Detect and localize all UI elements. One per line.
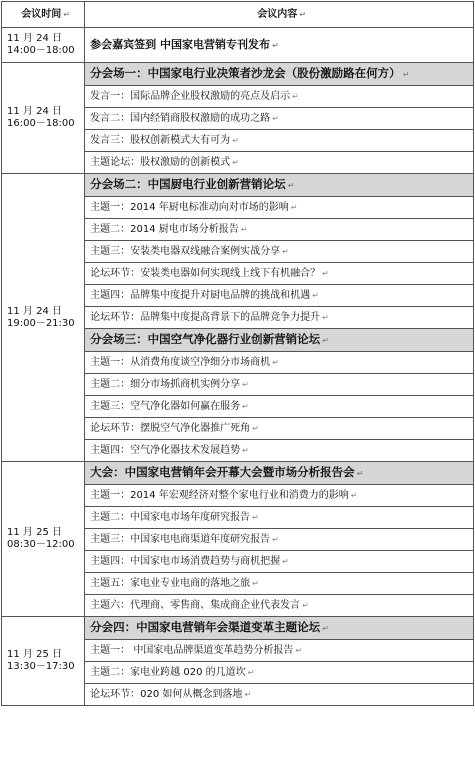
agenda-text: 分会四：中国家电营销年会渠道变革主题论坛 — [90, 620, 321, 634]
agenda-text: 主题二：中国家电市场年度研究报告 — [90, 511, 251, 523]
agenda-text: 主题六：代理商、零售商、集成商企业代表发言 — [90, 599, 301, 611]
agenda-text: 主题一： 中国家电品牌渠道变革趋势分析报告 — [90, 644, 294, 656]
paragraph-mark-icon: ↵ — [252, 512, 259, 522]
paragraph-mark-icon: ↵ — [242, 401, 249, 411]
header-content — [85, 2, 474, 28]
agenda-text: 主题二：2014 厨电市场分析报告 — [90, 223, 239, 235]
agenda-text: 主题四：品牌集中度提升对厨电品牌的挑战和机遇 — [90, 289, 311, 301]
paragraph-mark-icon: ↵ — [272, 357, 279, 367]
agenda-text: 论坛环节：020 如何从概念到落地 — [90, 688, 243, 700]
session-time-cell — [2, 28, 85, 63]
paragraph-mark-icon: ↵ — [295, 645, 303, 655]
agenda-item — [85, 152, 474, 174]
agenda-text: 论坛环节：摆脱空气净化器推广死角 — [90, 422, 251, 434]
agenda-item — [85, 551, 474, 573]
paragraph-mark-icon: ↵ — [290, 202, 298, 212]
agenda-item — [85, 418, 474, 440]
paragraph-mark-icon: ↵ — [322, 268, 329, 278]
session-time-cell — [2, 617, 85, 706]
paragraph-mark-icon: ↵ — [242, 379, 249, 389]
paragraph-mark-icon: ↵ — [356, 469, 364, 478]
paragraph-mark-icon: ↵ — [292, 91, 299, 101]
agenda-item — [85, 507, 474, 529]
agenda-item — [85, 595, 474, 617]
agenda-item — [85, 684, 474, 706]
session-date: 11 月 24 日 — [7, 305, 62, 317]
header-time-label: 会议时间 — [21, 8, 62, 20]
schedule-row — [2, 462, 474, 485]
schedule-row — [2, 617, 474, 640]
agenda-item — [85, 440, 474, 462]
agenda-item — [85, 529, 474, 551]
paragraph-mark-icon: ↵ — [322, 624, 329, 633]
paragraph-mark-icon: ↵ — [232, 157, 239, 167]
paragraph-mark-icon: ↵ — [282, 246, 289, 256]
session-date: 11 月 24 日 — [7, 33, 62, 44]
agenda-text: 发言三：股权创新模式大有可为 — [90, 134, 231, 146]
paragraph-mark-icon: ↵ — [252, 578, 259, 588]
paragraph-mark-icon: ↵ — [282, 556, 289, 566]
agenda-text: 大会：中国家电营销年会开幕大会暨市场分析报告会 — [90, 465, 355, 479]
agenda-text: 分会场二：中国厨电行业创新营销论坛 — [90, 177, 286, 191]
session-date: 11 月 24 日 — [7, 106, 62, 117]
agenda-text: 主题论坛：股权激励的创新模式 — [90, 156, 231, 168]
paragraph-mark-icon: ↵ — [252, 423, 259, 433]
agenda-item — [85, 263, 474, 285]
paragraph-mark-icon: ↵ — [244, 689, 252, 699]
header-row — [2, 2, 474, 28]
agenda-text: 主题四：空气净化器技术发展趋势 — [90, 444, 241, 456]
agenda-item — [85, 219, 474, 241]
agenda-text: 主题二：家电业跨越 020 的几道坎 — [90, 666, 246, 678]
agenda-item — [85, 374, 474, 396]
session-time-cell — [2, 462, 85, 617]
agenda-item — [85, 352, 474, 374]
agenda-text: 主题五：家电业专业电商的落地之旅 — [90, 577, 251, 589]
paragraph-mark-icon: ↵ — [402, 70, 410, 79]
agenda-item — [85, 662, 474, 684]
agenda-item — [85, 573, 474, 595]
paragraph-mark-icon: ↵ — [242, 445, 249, 455]
agenda-text: 论坛环节：品牌集中度提高背景下的品牌竞争力提升 — [90, 311, 321, 323]
agenda-text: 论坛环节：安装类电器如何实现线上线下有机融合？ — [90, 267, 321, 279]
session-hours: 14:00－18:00 — [7, 45, 75, 56]
header-time — [2, 2, 85, 28]
session-heading — [85, 617, 474, 640]
session-heading — [85, 462, 474, 485]
agenda-text: 发言一：国际品牌企业股权激励的亮点及启示 — [90, 90, 291, 102]
paragraph-mark-icon: ↵ — [272, 113, 279, 123]
agenda-text: 主题一：从消费角度谈空净细分市场商机 — [90, 356, 271, 368]
schedule-row — [2, 28, 474, 63]
header-content-label: 会议内容 — [257, 8, 298, 20]
session-heading — [85, 28, 474, 63]
paragraph-mark-icon: ↵ — [272, 534, 279, 544]
agenda-item — [85, 396, 474, 418]
paragraph-mark-icon: ↵ — [287, 181, 295, 190]
paragraph-mark-icon: ↵ — [240, 224, 248, 234]
agenda-text: 主题二：细分市场抓商机实例分享 — [90, 378, 241, 390]
agenda-item — [85, 197, 474, 219]
paragraph-mark-icon: ↵ — [302, 600, 309, 610]
session-hours: 08:30－12:00 — [7, 539, 75, 550]
schedule-body — [2, 28, 474, 706]
agenda-text: 主题三：安装类电器双线融合案例实战分享 — [90, 245, 281, 257]
agenda-text: 主题一：2014 年厨电标准动向对市场的影响 — [90, 201, 289, 213]
paragraph-mark-icon: ↵ — [63, 9, 70, 19]
paragraph-mark-icon: ↵ — [312, 290, 319, 300]
session-heading — [85, 174, 474, 197]
paragraph-mark-icon: ↵ — [350, 490, 358, 500]
session-hours: 19:00－21:30 — [7, 317, 75, 329]
agenda-item — [85, 307, 474, 329]
session-hours: 16:00－18:00 — [7, 118, 75, 129]
paragraph-mark-icon: ↵ — [232, 135, 239, 145]
paragraph-mark-icon: ↵ — [322, 312, 329, 322]
schedule-row — [2, 63, 474, 86]
session-date: 11 月 25 日 — [7, 649, 62, 660]
agenda-item — [85, 108, 474, 130]
agenda-text: 发言二：国内经销商股权激励的成功之路 — [90, 112, 271, 124]
agenda-item — [85, 241, 474, 263]
session-date: 11 月 25 日 — [7, 527, 62, 538]
paragraph-mark-icon: ↵ — [322, 336, 329, 345]
agenda-item — [85, 130, 474, 152]
agenda-text: 参会嘉宾签到 中国家电营销专刊发布 — [90, 37, 271, 51]
agenda-item — [85, 285, 474, 307]
session-heading — [85, 63, 474, 86]
schedule-row — [2, 174, 474, 197]
agenda-text: 主题四：中国家电市场消费趋势与商机把握 — [90, 555, 281, 567]
agenda-text: 主题一：2014 年宏观经济对整个家电行业和消费力的影响 — [90, 489, 349, 501]
agenda-text: 分会场三：中国空气净化器行业创新营销论坛 — [90, 332, 321, 346]
agenda-item — [85, 86, 474, 108]
agenda-text: 分会场一：中国家电行业决策者沙龙会（股份激励路在何方） — [90, 66, 401, 80]
paragraph-mark-icon: ↵ — [247, 667, 255, 677]
agenda-text: 主题三：中国家电电商渠道年度研究报告 — [90, 533, 271, 545]
session-time-cell — [2, 174, 85, 462]
session-hours: 13:30－17:30 — [7, 661, 75, 672]
session-heading — [85, 329, 474, 352]
session-time-cell — [2, 63, 85, 174]
agenda-item — [85, 640, 474, 662]
agenda-item — [85, 485, 474, 507]
paragraph-mark-icon: ↵ — [299, 9, 306, 19]
paragraph-mark-icon: ↵ — [272, 40, 279, 50]
agenda-text: 主题三：空气净化器如何赢在服务 — [90, 400, 241, 412]
schedule-table — [1, 1, 474, 706]
